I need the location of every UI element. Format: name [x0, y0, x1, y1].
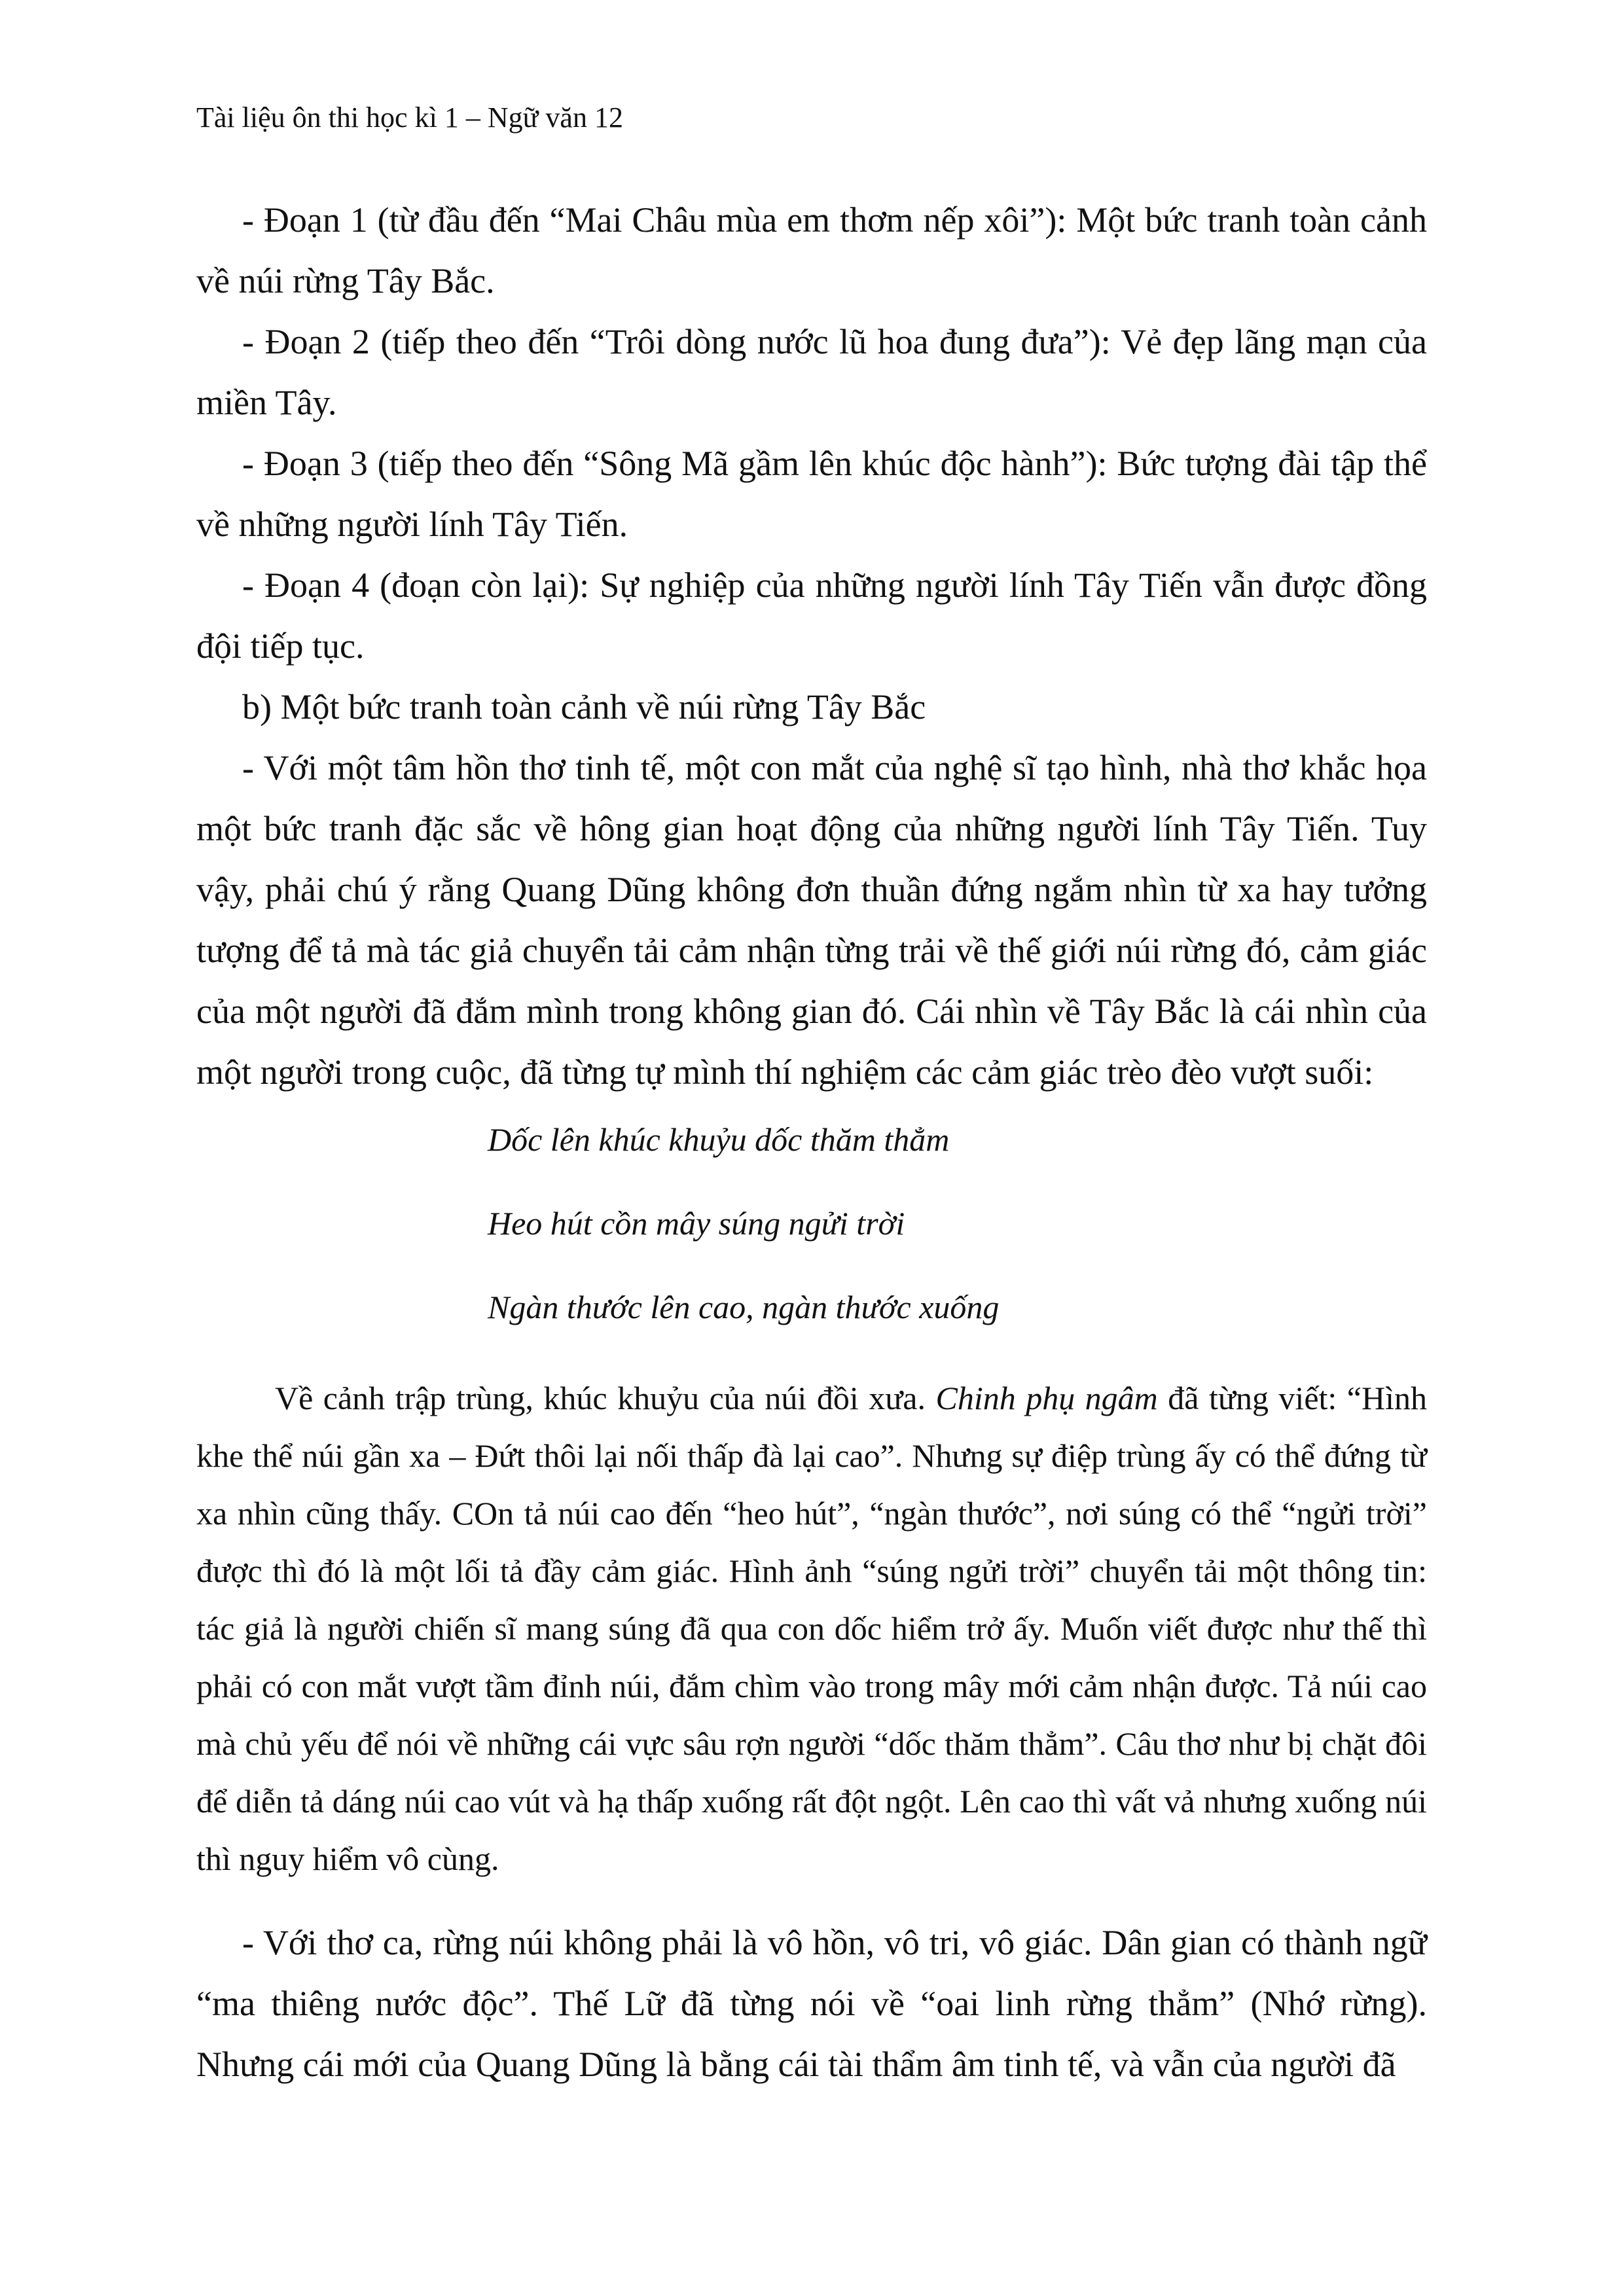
- work-title-chinh-phu-ngam: Chinh phụ ngâm: [935, 1380, 1158, 1416]
- page-header: Tài liệu ôn thi học kì 1 – Ngữ văn 12: [196, 101, 623, 134]
- verse-line-1: Dốc lên khúc khuỷu dốc thăm thẳm: [488, 1121, 950, 1158]
- verse-line-3: Ngàn thước lên cao, ngàn thước xuống: [488, 1289, 1000, 1325]
- section-b-paragraph-3: - Với thơ ca, rừng núi không phải là vô hồn, vô tri, vô giác. Dân gian có thành ngữ “ma thiêng nước độc”. Thế Lữ đã từng nói về “oai linh rừng thẳm” (Nhớ rừng). Nhưng cái mới của Quang Dũng là bằng cái tài thẩm âm tinh tế, và vẫn của người đã: [196, 1923, 1427, 2084]
- section-b-paragraph-2: [196, 1369, 1427, 1888]
- outline-item-2: - Đoạn 2 (tiếp theo đến “Trôi dòng nước lũ hoa đung đưa”): Vẻ đẹp lãng mạn của miền Tây.: [196, 322, 1427, 422]
- verse-line-2: Heo hút cồn mây súng ngửi trời: [488, 1205, 905, 1242]
- outline-item-1: - Đoạn 1 (từ đầu đến “Mai Châu mùa em thơm nếp xôi”): Một bức tranh toàn cảnh về núi rừng Tây Bắc.: [196, 200, 1427, 300]
- outline-item-3: - Đoạn 3 (tiếp theo đến “Sông Mã gầm lên khúc độc hành”): Bức tượng đài tập thể về những người lính Tây Tiến.: [196, 444, 1427, 544]
- section-b-heading: b) Một bức tranh toàn cảnh về núi rừng Tây Bắc: [242, 687, 926, 726]
- para2-text-after: đã từng viết: “Hình khe thể núi gần xa – Đứt thôi lại nối thấp đà lại cao”. Nhưng sự điệp trùng ấy có thể đứng từ xa nhìn cũng thấy. COn tả núi cao đến “heo hút”, “ngàn thước”, nơi súng có thể “ngửi trời” được thì đó là một lối tả đầy cảm giác. Hình ảnh “súng ngửi trời” chuyển tải một thông tin: tác giả là người chiến sĩ mang súng đã qua con dốc hiểm trở ấy. Muốn viết được như thế thì phải có con mắt vượt tầm đỉnh núi, đắm chìm vào trong mây mới cảm nhận được. Tả núi cao mà chủ yếu để nói về những cái vực sâu rợn người “dốc thăm thẳm”. Câu thơ như bị chặt đôi để diễn tả dáng núi cao vút và hạ thấp xuống rất đột ngột. Lên cao thì vất vả nhưng xuống núi thì nguy hiểm vô cùng.: [196, 1380, 1427, 1877]
- section-b-paragraph-1: - Với một tâm hồn thơ tinh tế, một con mắt của nghệ sĩ tạo hình, nhà thơ khắc họa một bức tranh đặc sắc về hông gian hoạt động của những người lính Tây Tiến. Tuy vậy, phải chú ý rằng Quang Dũng không đơn thuần đứng ngắm nhìn từ xa hay tưởng tượng để tả mà tác giả chuyển tải cảm nhận từng trải về thế giới núi rừng đó, cảm giác của một người đã đắm mình trong không gian đó. Cái nhìn về Tây Bắc là cái nhìn của một người trong cuộc, đã từng tự mình thí nghiệm các cảm giác trèo đèo vượt suối:: [196, 748, 1427, 1092]
- outline-item-4: - Đoạn 4 (đoạn còn lại): Sự nghiệp của những người lính Tây Tiến vẫn được đồng đội tiếp tục.: [196, 565, 1427, 666]
- para2-text-before: Về cảnh trập trùng, khúc khuỷu của núi đồi xưa.: [275, 1380, 936, 1416]
